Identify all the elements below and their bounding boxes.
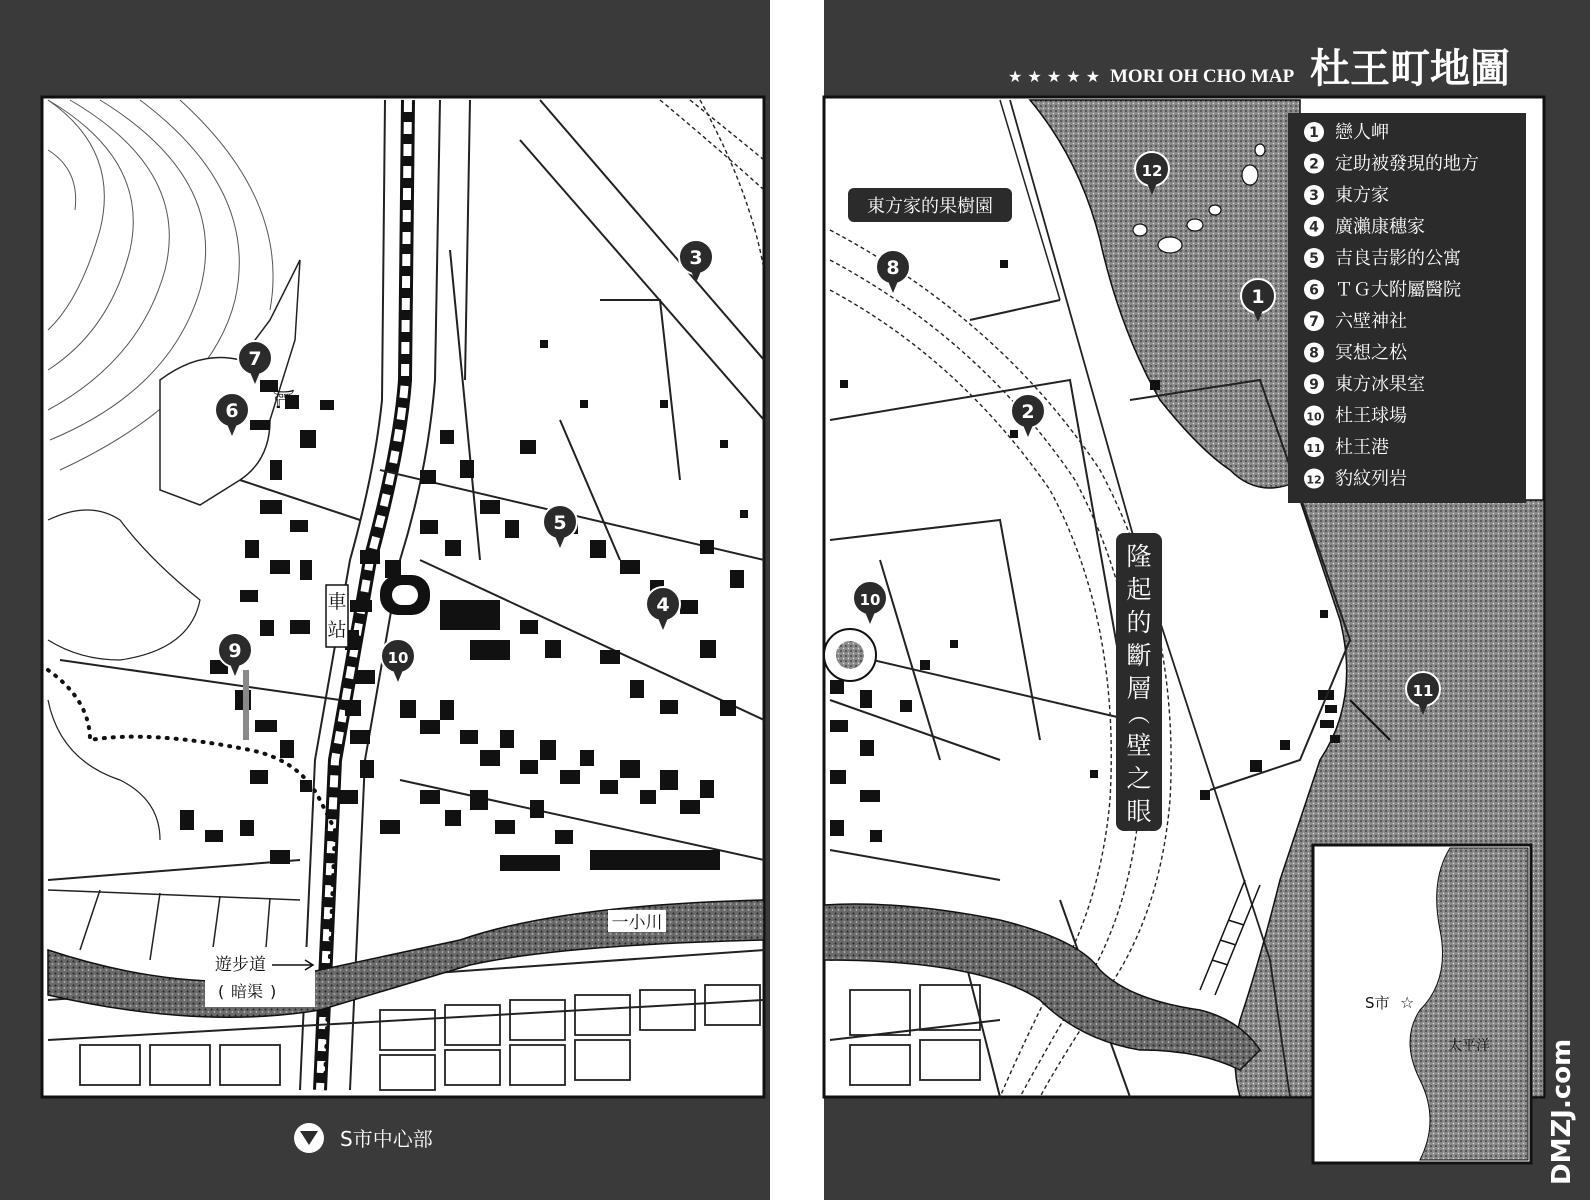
promenade-label — [205, 947, 315, 1007]
fault-sub-close: ︶ — [1127, 830, 1151, 855]
legend-number: 3 — [1309, 188, 1319, 204]
legend-label: 六壁神社 — [1335, 311, 1407, 332]
legend-item — [1304, 469, 1407, 490]
header-title-en: MORI OH CHO MAP — [1110, 66, 1295, 87]
marker-number: 9 — [228, 640, 242, 662]
legend-label: 東方家 — [1335, 185, 1389, 206]
legend-label: 杜王港 — [1335, 437, 1389, 458]
promenade-sub-open: ( — [218, 982, 225, 1001]
legend-number: 10 — [1306, 410, 1322, 424]
fault-label — [1116, 533, 1162, 855]
inset-map — [1313, 845, 1531, 1163]
legend-label: 杜王球場 — [1335, 405, 1407, 427]
legend-number: 2 — [1309, 156, 1319, 173]
legend-label: 戀人岬 — [1335, 122, 1389, 143]
fault-sub-open: ︵ — [1127, 703, 1151, 728]
river-label-text: 一小川 — [611, 913, 663, 933]
marker-number: 1 — [1251, 286, 1265, 308]
marker-number: 8 — [886, 257, 900, 279]
fault-label-text: 隆起的斷層 — [1126, 542, 1152, 703]
legend-label: 定助被發現的地方 — [1335, 153, 1479, 175]
legend-number: 6 — [1309, 282, 1319, 299]
marker-number: 2 — [1021, 401, 1035, 423]
marker-number: 7 — [248, 348, 262, 370]
marker-number: 3 — [689, 247, 703, 269]
stadium-left — [380, 575, 430, 615]
legend-number: 9 — [1309, 377, 1319, 393]
marker-number: 4 — [656, 594, 670, 616]
fault-sub-text: 壁之眼 — [1126, 731, 1152, 826]
city-center-label: S市中心部 — [340, 1127, 433, 1151]
legend-item — [1304, 406, 1407, 427]
river-label — [608, 910, 666, 933]
legend-label: 豹紋列岩 — [1335, 468, 1407, 490]
legend-number: 8 — [1309, 345, 1319, 362]
marker-number: 10 — [387, 649, 409, 667]
inset-city-label: S市 — [1365, 994, 1390, 1012]
inset-ocean-label: 太平洋 — [1448, 1038, 1490, 1054]
legend-number: 12 — [1306, 473, 1322, 487]
marker-number: 11 — [1412, 682, 1434, 700]
station-label-text: 車站 — [327, 591, 347, 641]
legend-number: 11 — [1306, 442, 1322, 455]
city-center-footer — [294, 1123, 433, 1153]
promenade-sub-close: ) — [270, 982, 277, 1001]
station-label — [326, 585, 348, 647]
legend-panel — [1288, 113, 1526, 503]
legend-number: 5 — [1309, 251, 1319, 267]
stadium-right — [824, 629, 876, 681]
legend-label: 廣瀨康穗家 — [1335, 216, 1425, 238]
header-title-cn: 杜王町地圖 — [1310, 45, 1510, 92]
header-stars: ★ ★ ★ ★ ★ — [1008, 67, 1101, 86]
legend-item — [1304, 437, 1389, 458]
legend-label: 冥想之松 — [1335, 342, 1407, 364]
legend-item — [1304, 311, 1407, 332]
orchard-label-text: 東方家的果樹園 — [867, 196, 993, 217]
legend-number: 1 — [1309, 125, 1319, 141]
orchard-label — [848, 188, 1012, 222]
legend-label: ＴＧ大附屬醫院 — [1335, 279, 1461, 301]
shrine-icon: ⛩ — [272, 389, 295, 410]
legend-item — [1304, 342, 1408, 364]
marker-number: 10 — [859, 591, 881, 609]
marker-number: 12 — [1141, 162, 1163, 180]
marker-number: 5 — [553, 512, 567, 534]
star-icon: ☆ — [1400, 993, 1415, 1012]
marker-number: 6 — [225, 400, 239, 422]
promenade-sub-text: 暗渠 — [231, 982, 264, 1001]
legend-label: 東方冰果室 — [1335, 374, 1425, 395]
promenade-label-text: 遊步道 — [215, 955, 266, 975]
watermark: DMZJ.com — [1547, 1038, 1577, 1185]
legend-number: 7 — [1309, 314, 1319, 330]
legend-item — [1304, 185, 1389, 206]
legend-label: 吉良吉影的公寓 — [1335, 248, 1461, 269]
legend-item — [1304, 122, 1389, 143]
legend-number: 4 — [1309, 219, 1319, 236]
